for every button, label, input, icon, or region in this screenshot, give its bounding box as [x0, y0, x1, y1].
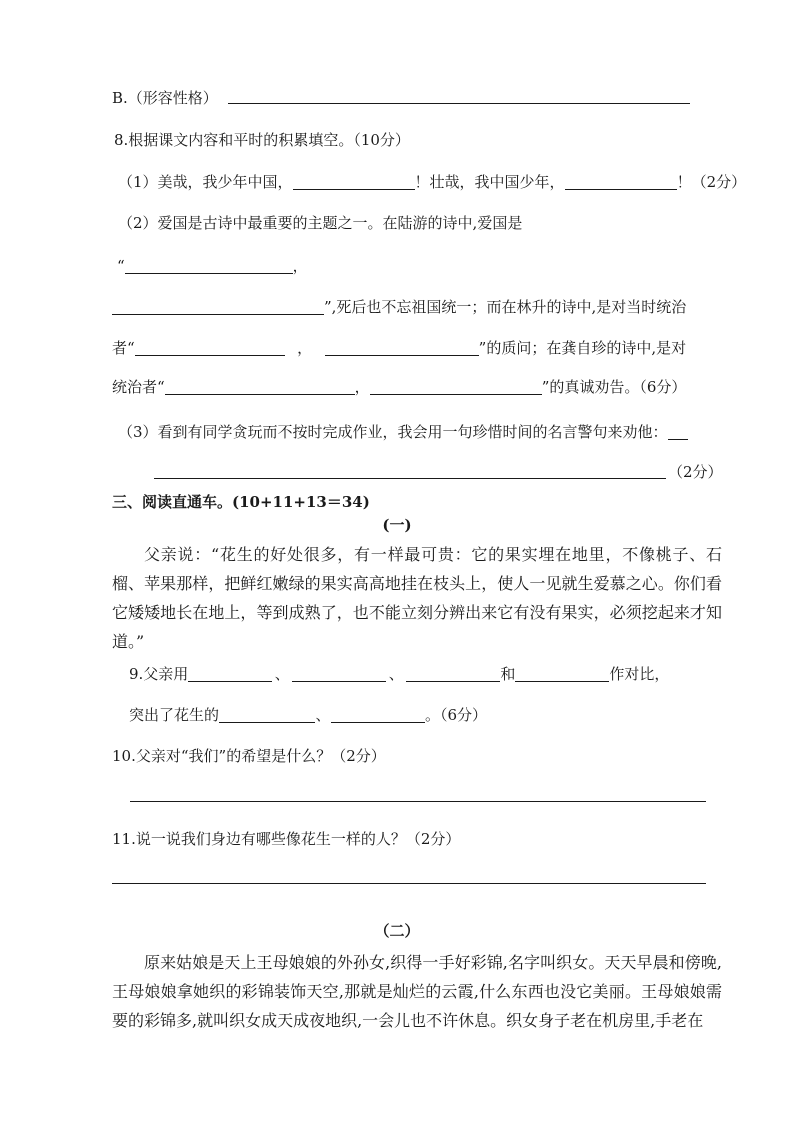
answer-blank[interactable] — [188, 666, 272, 682]
passage-1-heading: (一) — [382, 516, 412, 534]
answer-blank[interactable] — [228, 103, 690, 104]
question-8-part-3-score: （2分） — [668, 463, 723, 481]
answer-blank[interactable] — [165, 379, 355, 395]
answer-blank[interactable] — [292, 666, 386, 682]
answer-blank[interactable] — [125, 258, 293, 274]
question-8-part-2-intro: （2）爱国是古诗中最重要的主题之一。在陆游的诗中,爱国是 — [118, 214, 523, 232]
answer-blank[interactable] — [406, 666, 500, 682]
question-8-part-2-line-4: 统治者“ ， ”的真诚劝告。（6分） — [112, 378, 687, 396]
question-8-part-2-line-1: “ ， — [117, 257, 308, 275]
answer-blank[interactable] — [515, 666, 609, 682]
question-10: 10.父亲对“我们”的希望是什么？（2分） — [112, 747, 386, 765]
question-8-part-1: （1）美哉，我少年中国， ！壮哉，我中国少年， ！（2分） — [118, 173, 747, 191]
answer-blank[interactable] — [112, 299, 324, 315]
item-b — [112, 88, 218, 108]
question-11: 11.说一说我们身边有哪些像花生一样的人？（2分） — [112, 830, 461, 848]
answer-blank[interactable] — [135, 340, 285, 356]
answer-blank[interactable] — [325, 340, 479, 356]
answer-blank[interactable] — [331, 707, 425, 723]
answer-blank[interactable] — [668, 424, 688, 440]
answer-blank[interactable] — [293, 174, 415, 190]
answer-blank[interactable] — [565, 174, 677, 190]
answer-line[interactable] — [130, 801, 706, 802]
passage-2: 原来姑娘是天上王母娘娘的外孙女,织得一手好彩锦,名字叫织女。天天早晨和傍晚,王母娘娘拿她织的彩锦装饰天空,那就是灿烂的云霞,什么东西也没它美丽。王母娘娘需要的彩锦多,就叫织女成天成夜地织,一会儿也不许休息。织女身子老在机房里,手老在 — [112, 953, 722, 1030]
question-8-part-3: （3）看到有同学贪玩而不按时完成作业，我会用一句珍惜时间的名言警句来劝他： — [118, 422, 688, 442]
question-8-title: 8.根据课文内容和平时的积累填空。（10分） — [114, 131, 410, 149]
answer-blank[interactable] — [219, 707, 315, 723]
question-9-line-2: 突出了花生的 、 。（6分） — [129, 706, 488, 724]
passage-2-heading: （二） — [374, 922, 420, 940]
question-9-line-1: 9.父亲用 、 、 和 作对比， — [129, 665, 670, 683]
passage-1: 父亲说：“花生的好处很多，有一样最可贵：它的果实埋在地里，不像桃子、石榴、苹果那样，把鲜红嫩绿的果实高高地挂在枝头上，使人一见就生爱慕之心。你们看它矮矮地长在地上，等到成熟了，也不能立刻分辨出来它有没有果实，必须挖起来才知道。” — [112, 545, 722, 651]
item-b-label: B.（形容性格） — [112, 89, 218, 107]
question-8-part-2-line-2: ”,死后也不忘祖国统一；而在林升的诗中,是对当时统治 — [112, 297, 686, 317]
answer-blank[interactable] — [370, 379, 542, 395]
question-8-part-2-line-3: 者“ ， ”的质问；在龚自珍的诗中,是对 — [112, 339, 687, 357]
answer-line[interactable] — [112, 883, 706, 884]
section-3-title: 三、阅读直通车。(10+11+13＝34) — [112, 493, 370, 511]
answer-blank[interactable] — [154, 478, 666, 479]
